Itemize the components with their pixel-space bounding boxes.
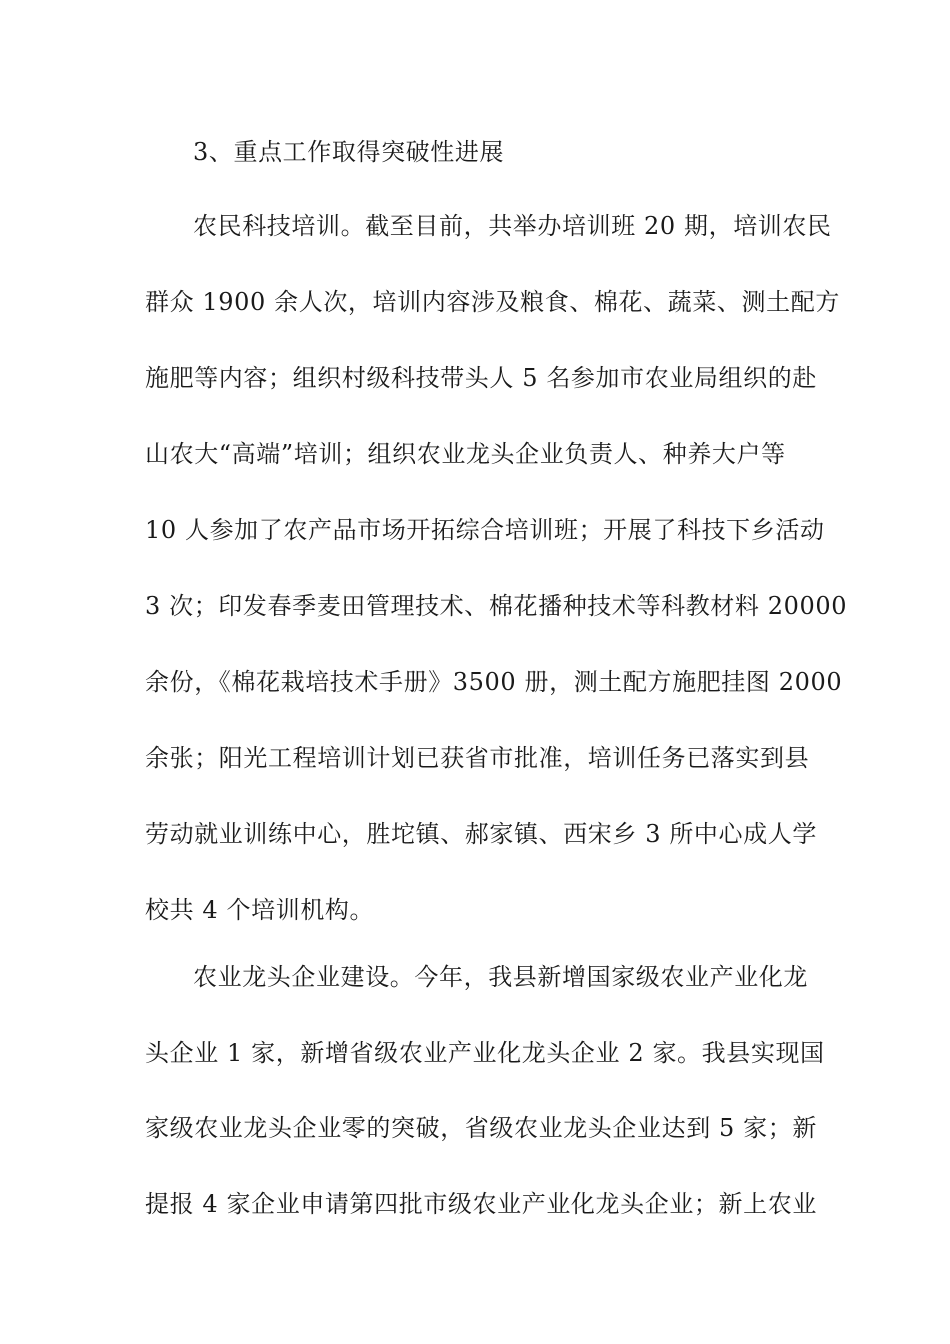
paragraph-line: 头企业 1 家，新增省级农业产业化龙头企业 2 家。我县实现国 [145,1039,825,1067]
paragraph-line: 山农大“高端”培训；组织农业龙头企业负责人、种养大户等 [145,440,786,468]
paragraph-line: 劳动就业训练中心，胜坨镇、郝家镇、西宋乡 3 所中心成人学 [145,820,817,848]
section-heading: 3、重点工作取得突破性进展 [193,138,505,166]
paragraph-line: 农民科技培训。截至目前，共举办培训班 20 期，培训农民 [193,212,832,240]
paragraph-line: 10 人参加了农产品市场开拓综合培训班；开展了科技下乡活动 [145,516,825,544]
paragraph-line: 余份，《棉花栽培技术手册》3500 册，测土配方施肥挂图 2000 [145,668,843,696]
paragraph-line: 3 次；印发春季麦田管理技术、棉花播种技术等科教材料 20000 [145,592,848,620]
paragraph-line: 施肥等内容；组织村级科技带头人 5 名参加市农业局组织的赴 [145,364,817,392]
paragraph-line: 提报 4 家企业申请第四批市级农业产业化龙头企业；新上农业 [145,1190,817,1218]
paragraph-line: 农业龙头企业建设。今年，我县新增国家级农业产业化龙 [193,963,808,991]
paragraph-line: 家级农业龙头企业零的突破，省级农业龙头企业达到 5 家；新 [145,1114,817,1142]
paragraph-line: 群众 1900 余人次，培训内容涉及粮食、棉花、蔬菜、测土配方 [145,288,840,316]
paragraph-line: 余张；阳光工程培训计划已获省市批准，培训任务已落实到县 [145,744,810,772]
paragraph-line: 校共 4 个培训机构。 [145,896,375,924]
